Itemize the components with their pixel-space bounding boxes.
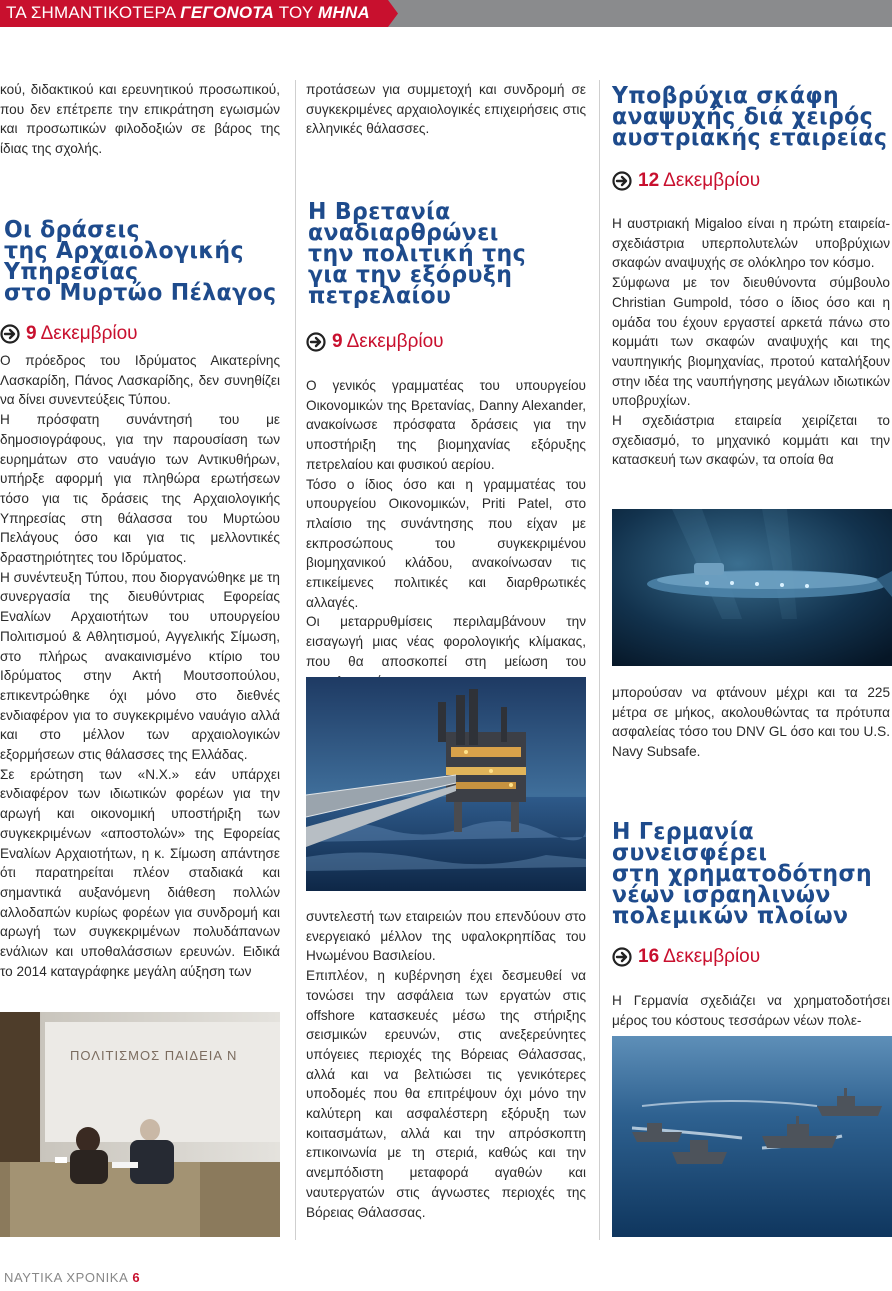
article-title: Η Γερμανία συνεισφέρει στη χρηματοδότηση νέων ισραηλινών πολεμικών πλοίων	[612, 818, 873, 930]
warships-photo	[612, 1036, 892, 1237]
arrow-right-circle-icon	[306, 332, 326, 352]
col1-intro: κού, διδακτικού και ερευνητικού προσωπικού, που δεν επέτρεπε την επικράτηση εγωισμών και προσωπικών φιλοδοξιών σε βάρος της ίδιας της σχολής.	[0, 82, 280, 157]
date-day: 9	[26, 323, 37, 344]
column-divider	[599, 80, 600, 1240]
date-month: Δεκεμβρίου	[346, 331, 444, 352]
column-divider	[295, 80, 296, 1240]
press-conference-photo	[0, 1012, 280, 1237]
submarine-photo	[612, 509, 892, 666]
article-body: Ο πρόεδρος του Ιδρύματος Αικατερίνης Λασκαρίδη, Πάνος Λασκαρίδης, δεν συνηθίζει να δίνει συνεντεύξεις Τύπου. Η πρόσφατη συνάντησή του με δημοσιογράφους, για την παρουσίαση των ευρημάτων στο ναυάγιο των Αντικυθήρων, υπήρξε αφορμή για πληθώρα ερωτήσεων τόσο για τις δράσεις της Αρχαιολογικής Υπηρεσίας στη θάλασσα του Μυρτώου Πελάγους όσο και για τις μελλοντικές δραστηριότητες του Ιδρύματος. Η συνέντευξη Τύπου, που διοργανώθηκε με τη συνεργασία της διευθύντριας Εφορείας Εναλίων Αρχαιοτήτων του υπουργείου Πολιτισμού & Αθλητισμού, Αγγελικής Σίμωση, στο πλήρως ανακαινισμένο κτίριο του Ιδρύματος στην Ακτή Μουτσοπούλου, επικεντρώθηκε όχι μόνο στο διεθνές ενδιαφέρον για το συγκεκριμένο ναυάγιο αλλά και στο μέλλον των αρχαιολογικών εξορμήσεων στις θάλασσες της Ελλάδας. Σε ερώτηση των «Ν.Χ.» εάν υπάρχει ενδιαφέρον των ιδιωτικών φορέων για την αρωγή και οικονομική υποστήριξη των συγκεκριμένων «αποστολών» της Εφορείας Εναλίων Αρχαιοτήτων, η κ. Σίμωση απάντησε ότι παρατηρείται πλέον σταδιακά και σημαντικά αυξανόμενη διάθεση πολλών αλλοδαπών κυρίως φορέων για συνδρομή και αρωγή των συγκεκριμένων πολυδάπανων ενάλιων και υποθαλάσσιων ερευνών. Ειδικά το 2014 καταγράφηκε μεγάλη αύξηση των	[0, 353, 280, 979]
photo-banner-text: ΠΟΛΙΤΙΣΜΟΣ ΠΑΙΔΕΙΑ Ν	[70, 1048, 238, 1063]
article-title: Η Βρετανία αναδιαρθρώνει την πολιτική της για την εξόρυξη πετρελαίου	[308, 198, 527, 310]
arrow-right-circle-icon	[0, 324, 20, 344]
header-highlight-2: ΜΗΝΑ	[318, 3, 370, 22]
date-day: 9	[332, 331, 343, 352]
date-month: Δεκεμβρίου	[663, 946, 761, 967]
arrow-right-circle-icon	[612, 171, 632, 191]
article-body: Ο γενικός γραμματέας του υπουργείου Οικονομικών της Βρετανίας, Danny Alexander, ανακοίνωσε πρόσφατα δράσεις για την υποστήριξη της βιομηχανίας εξόρυξης πετρελαίου και φυσικού αερίου. Τόσο ο ίδιος όσο και η γραμματέας του υπουργείου Οικονομικών, Priti Patel, στο πλαίσιο της συνάντησης που είχαν με εκπροσώπους του συγκεκριμένου βιομηχανικού κλάδου, ανακοίνωσαν τις επικείμενες πολιτικές και διαρθρωτικές αλλαγές. Οι μεταρρυθμίσεις περιλαμβάνουν την εισαγωγή μιας νέας φορολογικής κλίμακας, που θα αποσκοπεί στη μείωση του	[306, 378, 586, 669]
page-footer	[4, 1270, 140, 1285]
article-body: Η αυστριακή Migaloo είναι η πρώτη εταιρεία-σχεδιάστρια υπερπολυτελών υποβρύχιων σκαφών αναψυχής σε ολόκληρο τον κόσμο. Σύμφωνα με τον διευθύνοντα σύμβουλο Christian Gumpold, τόσο ο ίδιος όσο και η ομάδα του έχουν εργαστεί αρκετά πάνω στο κομμάτι των σκαφών αναψυχής και της ναυπηγικής βιομηχανίας, προτού καταλήξουν στην ιδέα της ναυπήγησης μεγάλων ιδιωτικών υποβρυχίων. Η σχεδιάστρια εταιρεία χειρίζεται το σχεδιασμό, το μηχανικό κομμάτι και την κατασκευή των σκαφών, τα οποία θα	[612, 216, 890, 468]
section-header	[6, 3, 370, 23]
header-prefix: ΤΑ ΣΗΜΑΝΤΙΚΟΤΕΡΑ	[6, 3, 176, 22]
article-title: Υποβρύχια σκάφη αναψυχής διά χειρός αυστριακής εταιρείας	[612, 82, 888, 152]
date-month: Δεκεμβρίου	[663, 170, 761, 191]
article-body-continued: μπορούσαν να φτάνουν μέχρι και τα 225 μέτρα σε μήκος, ακολουθώντας τα πρότυπα ασφαλείας τόσο του DNV GL όσο και του U.S. Navy Subsafe.	[612, 685, 890, 760]
date-month: Δεκεμβρίου	[40, 323, 138, 344]
header-middle: ΤΟΥ	[278, 3, 314, 22]
oil-platform-photo	[306, 677, 586, 891]
article-dateline	[0, 322, 138, 346]
article-dateline	[612, 945, 760, 969]
date-day: 16	[638, 946, 660, 967]
article-body: Η Γερμανία σχεδιάζει να χρηματοδοτήσει μέρος του κόστους τεσσάρων νέων πολε-	[612, 993, 890, 1028]
article-title: Οι δράσεις της Αρχαιολογικής Υπηρεσίας στο Μυρτώο Πέλαγος	[4, 216, 277, 307]
date-day: 12	[638, 170, 660, 191]
article-body-continued: συντελεστή των εταιρειών που επενδύουν στο ενεργειακό μέλλον της υφαλοκρηπίδας του Ηνωμένου Βασιλείου. Επιπλέον, η κυβέρνηση έχει δεσμευθεί να τονώσει την ασφάλεια των εργατών στις offshore κατασκευές μέσω της στήριξης σεισμικών ερευνών, στις ανεξερεύνητες υπόγειες περιοχές της Βόρειας Θάλασσας, αλλά και να βελτιώσει τις γενικότερες υποδομές που θα επιτρέψουν όχι μόνο την καλύτερη και ασφαλέστερη εξόρυξη των κοιτασμάτων, αλλά και την απρόσκοπτη επικοινωνία με τη στεριά, καθώς και την ανεμπόδιστη μεταφορά αγαθών και ναυτεργατών στις άγνωστες περιοχές της Βόρειας Θάλασσας.	[306, 909, 586, 1220]
col2-intro: προτάσεων για συμμετοχή και συνδρομή σε συγκεκριμένες αρχαιολογικές επιχειρήσεις στις ελληνικές θάλασσες.	[306, 82, 586, 137]
arrow-right-circle-icon	[612, 947, 632, 967]
magazine-name: ΝΑΥΤΙΚΑ ΧΡΟΝΙΚΑ	[4, 1270, 129, 1285]
page-number: 6	[132, 1270, 141, 1285]
article-dateline	[612, 169, 760, 193]
article-dateline	[306, 330, 444, 354]
header-highlight-1: ΓΕΓΟΝΟΤΑ	[180, 3, 275, 22]
